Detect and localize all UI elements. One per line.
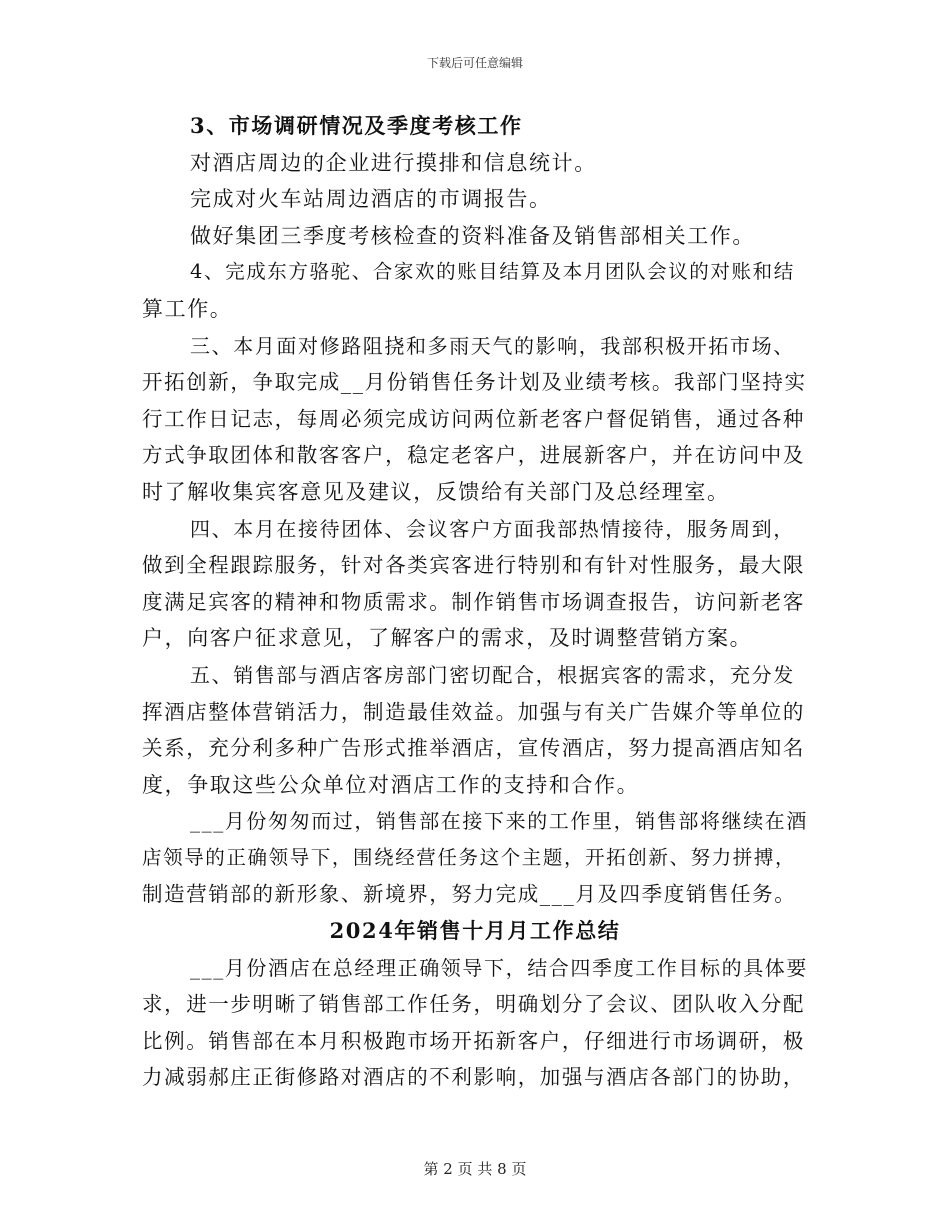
- text-line: 制造营销部的新形象、新境界，努力完成___月及四季度销售任务。: [142, 882, 797, 907]
- text-line: 店领导的正确领导下，围绕经营任务这个主题，开拓创新、努力拼搏，: [142, 845, 797, 869]
- text-line: 做好集团三季度考核检查的资料准备及销售部相关工作。: [190, 223, 755, 248]
- text-line: 度，争取这些公众单位对酒店工作的支持和合作。: [142, 772, 640, 797]
- page-footer: 第 2 页 共 8 页: [423, 1160, 527, 1178]
- text-line: 关系，充分利多种广告形式推举酒店，宣传酒店，努力提高酒店知名: [142, 736, 805, 761]
- text-line: 算工作。: [142, 296, 233, 321]
- text-line: 方式争取团体和散客客户，稳定老客户，进展新客户，并在访问中及: [142, 443, 805, 468]
- text-line: 完成对火车站周边酒店的市调报告。: [190, 187, 552, 212]
- text-line: 做到全程跟踪服务，针对各类宾客进行特别和有针对性服务，最大限: [142, 553, 805, 578]
- text-line: 三、本月面对修路阻挠和多雨天气的影响，我部积极开拓市场、: [190, 333, 795, 358]
- text-line: 开拓创新，争取完成__月份销售任务计划及业绩考核。我部门坚持实: [142, 370, 807, 395]
- section-heading: 3、市场调研情况及季度考核工作: [190, 113, 523, 138]
- text-line: 4、完成东方骆驼、合家欢的账目结算及本月团队会议的对账和结: [190, 260, 795, 284]
- text-line: 挥酒店整体营销活力，制造最佳效益。加强与有关广告媒介等单位的: [142, 699, 805, 724]
- text-line: 比例。销售部在本月积极跑市场开拓新客户，仔细进行市场调研，极: [142, 1028, 805, 1053]
- document-body: [142, 108, 808, 1096]
- text-line: 户，向客户征求意见，了解客户的需求，及时调整营销方案。: [142, 626, 753, 651]
- text-line: 度满足宾客的精神和物质需求。制作销售市场调查报告，访问新老客: [142, 589, 805, 614]
- text-line: 时了解收集宾客意见及建议，反馈给有关部门及总经理室。: [142, 479, 730, 504]
- text-line: 五、销售部与酒店客房部门密切配合，根据宾客的需求，充分发: [190, 662, 795, 687]
- text-line: ___月份匆匆而过，销售部在接下来的工作里，销售部将继续在酒: [190, 809, 808, 834]
- header-note: 下载后可任意编辑: [426, 56, 523, 70]
- text-line: 行工作日记志，每周必须完成访问两位新老客户督促销售，通过各种: [142, 406, 805, 431]
- text-line: ___月份酒店在总经理正确领导下，结合四季度工作目标的具体要: [190, 955, 808, 980]
- text-line: 四、本月在接待团体、会议客户方面我部热情接待，服务周到，: [190, 516, 795, 541]
- text-line: 力减弱郝庄正街修路对酒店的不利影响，加强与酒店各部门的协助，: [142, 1065, 805, 1090]
- section-title: 2024年销售十月月工作总结: [329, 918, 621, 944]
- text-line: 对酒店周边的企业进行摸排和信息统计。: [190, 150, 597, 175]
- text-line: 求，进一步明晰了销售部工作任务，明确划分了会议、团队收入分配: [142, 992, 805, 1017]
